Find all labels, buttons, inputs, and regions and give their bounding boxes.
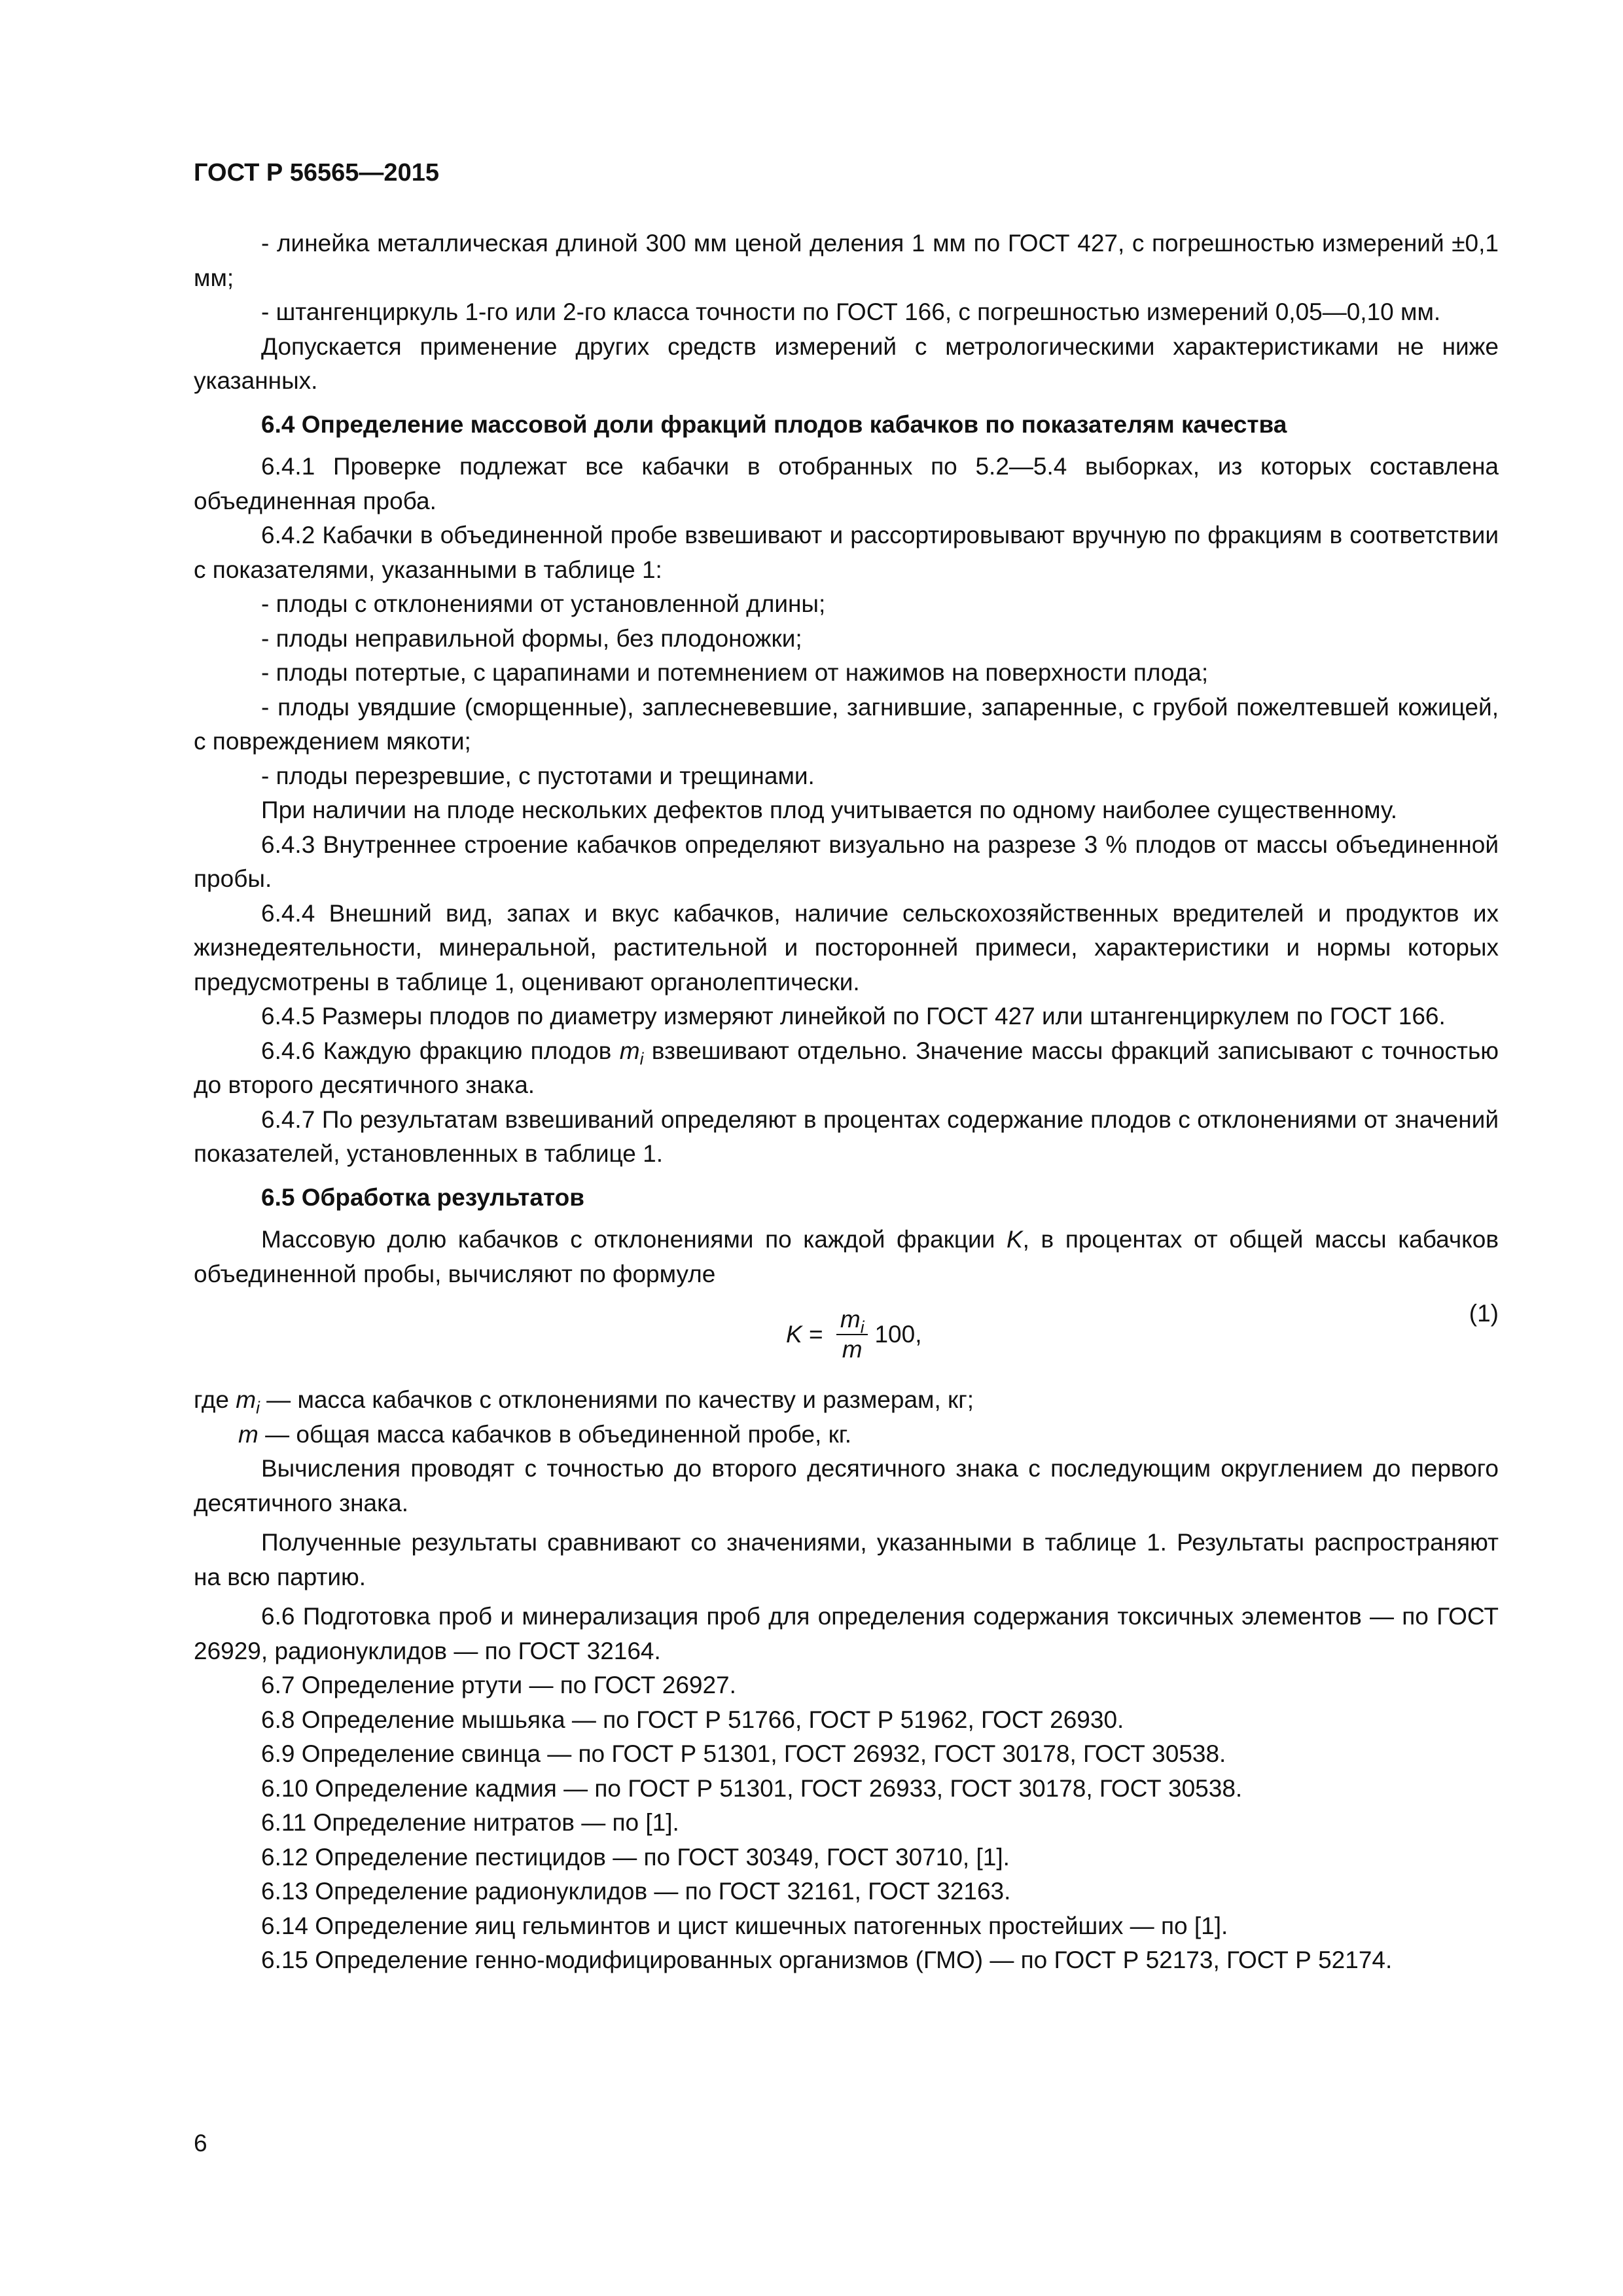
text-span: где bbox=[194, 1386, 236, 1413]
numerator-subscript: i bbox=[860, 1317, 865, 1337]
paragraph-ruler: - линейка металлическая длиной 300 мм ценой деления 1 мм по ГОСТ 427, с погрешностью измерений ±0,1 мм; bbox=[194, 230, 1499, 291]
clause-6-9: 6.9 Определение свинца — по ГОСТ Р 51301, ГОСТ 26932, ГОСТ 30178, ГОСТ 30538. bbox=[261, 1740, 1226, 1767]
clause-6-10: 6.10 Определение кадмия — по ГОСТ Р 51301, ГОСТ 26933, ГОСТ 30178, ГОСТ 30538. bbox=[261, 1774, 1243, 1802]
defects-list bbox=[194, 587, 1499, 793]
page-content bbox=[194, 156, 1499, 1978]
list-item: - плоды увядшие (сморщенные), заплесневевшие, загнившие, запаренные, с грубой пожелтевшей кожицей, с повреждением мякоти; bbox=[194, 693, 1499, 755]
formula-number: (1) bbox=[1469, 1300, 1499, 1327]
variable-k: K bbox=[1006, 1226, 1023, 1253]
paragraph-caliper: - штангенциркуль 1-го или 2-го класса точности по ГОСТ 166, с погрешностью измерений 0,05—0,10 мм. bbox=[261, 298, 1441, 325]
section-heading-6-5: 6.5 Обработка результатов bbox=[261, 1183, 584, 1211]
paragraph-other-instruments: Допускается применение других средств измерений с метрологическими характеристиками не ниже указанных. bbox=[194, 332, 1499, 394]
methods-list bbox=[194, 1600, 1499, 1978]
formula-equals: = bbox=[802, 1320, 830, 1348]
formula-factor: 100, bbox=[874, 1320, 922, 1348]
paragraph-6-4-1: 6.4.1 Проверке подлежат все кабачки в отобранных по 5.2—5.4 выборках, из которых составлена объединенная проба. bbox=[194, 453, 1499, 514]
variable-m: m bbox=[238, 1420, 259, 1448]
paragraph-multiple-defects: При наличии на плоде нескольких дефектов плод учитывается по одному наиболее существенному. bbox=[261, 797, 1398, 823]
fraction-numerator bbox=[836, 1305, 868, 1335]
formula-lhs: K bbox=[786, 1320, 802, 1348]
paragraph-calculation: Вычисления проводят с точностью до второго десятичного знака с последующим округлением до первого десятичного знака. bbox=[194, 1455, 1499, 1516]
clause-6-11: 6.11 Определение нитратов — по [1]. bbox=[261, 1809, 679, 1836]
text-span: Массовую долю кабачков с отклонениями по каждой фракции bbox=[261, 1226, 1007, 1253]
text-span: взвешивают отдельно. Значение массы фракций записывают с точностью до второго десятичного знака. bbox=[194, 1037, 1499, 1098]
text-span: — общая масса кабачков в объединенной пробе, кг. bbox=[258, 1420, 852, 1448]
formula-block bbox=[194, 1299, 1499, 1370]
variable-m: m bbox=[236, 1386, 257, 1413]
where-line-m bbox=[194, 1418, 1499, 1452]
fraction-denominator: m bbox=[842, 1336, 863, 1363]
page-number: 6 bbox=[194, 2130, 207, 2157]
subscript-i: i bbox=[639, 1048, 644, 1068]
numerator-variable: m bbox=[840, 1306, 861, 1333]
clause-6-7: 6.7 Определение ртути — по ГОСТ 26927. bbox=[261, 1672, 736, 1698]
paragraph-6-5-intro bbox=[194, 1223, 1499, 1291]
clause-6-14: 6.14 Определение яиц гельминтов и цист кишечных патогенных простейших — по [1]. bbox=[261, 1912, 1228, 1939]
formula bbox=[786, 1303, 921, 1366]
paragraph-6-4-2: 6.4.2 Кабачки в объединенной пробе взвешивают и рассортировывают вручную по фракциям в соответствии с показателями, указанными в таблице 1: bbox=[194, 522, 1499, 583]
list-item: - плоды потертые, с царапинами и потемнением от нажимов на поверхности плода; bbox=[261, 659, 1209, 686]
subscript-i: i bbox=[256, 1397, 260, 1418]
paragraph-results: Полученные результаты сравнивают со значениями, указанными в таблице 1. Результаты распространяют на всю партию. bbox=[194, 1529, 1499, 1590]
clause-6-12: 6.12 Определение пестицидов — по ГОСТ 30349, ГОСТ 30710, [1]. bbox=[261, 1843, 1010, 1871]
text-span: 6.4.6 Каждую фракцию плодов bbox=[261, 1037, 620, 1064]
clause-6-8: 6.8 Определение мышьяка — по ГОСТ Р 51766, ГОСТ Р 51962, ГОСТ 26930. bbox=[261, 1706, 1124, 1733]
list-item: - плоды с отклонениями от установленной длины; bbox=[261, 590, 826, 617]
section-heading-6-4: 6.4 Определение массовой доли фракций плодов кабачков по показателям качества bbox=[261, 410, 1287, 438]
document-header: ГОСТ Р 56565—2015 bbox=[194, 159, 439, 187]
text-span: , в процентах от общей массы кабачков объединенной пробы, вычисляют по формуле bbox=[194, 1226, 1499, 1287]
variable-m: m bbox=[619, 1037, 640, 1064]
list-item: - плоды перезревшие, с пустотами и трещинами. bbox=[261, 762, 815, 789]
formula-fraction bbox=[836, 1305, 868, 1364]
text-span: — масса кабачков с отклонениями по качеству и размерам, кг; bbox=[259, 1386, 974, 1413]
list-item: - плоды неправильной формы, без плодоножки; bbox=[261, 624, 802, 652]
clause-6-13: 6.13 Определение радионуклидов — по ГОСТ 32161, ГОСТ 32163. bbox=[261, 1878, 1011, 1905]
paragraph-6-4-3: 6.4.3 Внутреннее строение кабачков определяют визуально на разрезе 3 % плодов от массы объединенной пробы. bbox=[194, 831, 1499, 892]
clause-6-6: 6.6 Подготовка проб и минерализация проб для определения содержания токсичных элементов — по ГОСТ 26929, радионуклидов — по ГОСТ 32164. bbox=[194, 1603, 1499, 1664]
paragraph-6-4-6 bbox=[194, 1034, 1499, 1103]
paragraph-6-4-5: 6.4.5 Размеры плодов по диаметру измеряют линейкой по ГОСТ 427 или штангенциркулем по ГОСТ 166. bbox=[261, 1003, 1446, 1030]
paragraph-6-4-4: 6.4.4 Внешний вид, запах и вкус кабачков, наличие сельскохозяйственных вредителей и продуктов их жизнедеятельности, минеральной, растительной и посторонней примеси, характеристики и нормы которых предусмотрены в таблице 1, оценивают органолептически. bbox=[194, 899, 1499, 996]
paragraph-6-4-7: 6.4.7 По результатам взвешиваний определяют в процентах содержание плодов с отклонениями от значений показателей, установленных в таблице 1. bbox=[194, 1105, 1499, 1167]
clause-6-15: 6.15 Определение генно-модифицированных организмов (ГМО) — по ГОСТ Р 52173, ГОСТ Р 52174. bbox=[261, 1946, 1393, 1973]
where-line-mi bbox=[194, 1383, 1499, 1418]
